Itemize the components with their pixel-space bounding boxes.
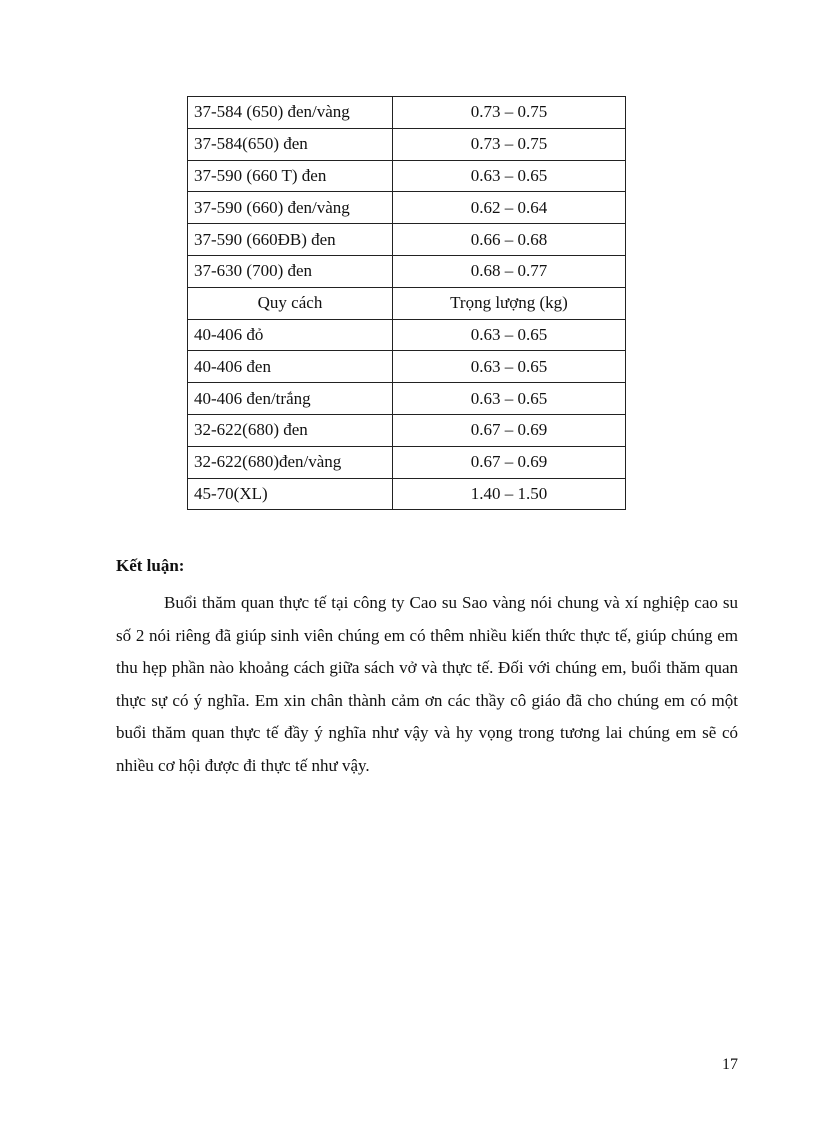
spec-cell: 37-630 (700) đen bbox=[188, 255, 393, 287]
spec-cell: 45-70(XL) bbox=[188, 478, 393, 510]
table-row bbox=[188, 192, 626, 224]
column-header-spec: Quy cách bbox=[188, 287, 393, 319]
spec-cell: 37-584 (650) đen/vàng bbox=[188, 97, 393, 129]
weight-cell: 0.63 – 0.65 bbox=[393, 319, 626, 351]
weight-cell: 0.62 – 0.64 bbox=[393, 192, 626, 224]
spec-cell: 32-622(680) đen bbox=[188, 414, 393, 446]
weight-cell: 0.73 – 0.75 bbox=[393, 97, 626, 129]
page-number: 17 bbox=[722, 1056, 738, 1073]
table-row bbox=[188, 128, 626, 160]
table-row bbox=[188, 255, 626, 287]
table-row bbox=[188, 224, 626, 256]
conclusion-heading: Kết luận: bbox=[116, 556, 185, 575]
spec-cell: 32-622(680)đen/vàng bbox=[188, 446, 393, 478]
spec-cell: 37-590 (660) đen/vàng bbox=[188, 192, 393, 224]
table-row bbox=[188, 383, 626, 415]
column-header-weight: Trọng lượng (kg) bbox=[393, 287, 626, 319]
weight-cell: 0.63 – 0.65 bbox=[393, 160, 626, 192]
weight-cell: 0.66 – 0.68 bbox=[393, 224, 626, 256]
weight-cell: 0.73 – 0.75 bbox=[393, 128, 626, 160]
spec-cell: 37-590 (660 T) đen bbox=[188, 160, 393, 192]
table-header-row bbox=[188, 287, 626, 319]
spec-cell: 40-406 đen/trắng bbox=[188, 383, 393, 415]
table-row bbox=[188, 319, 626, 351]
table-row bbox=[188, 97, 626, 129]
weight-cell: 0.63 – 0.65 bbox=[393, 383, 626, 415]
table-row bbox=[188, 478, 626, 510]
table-row bbox=[188, 446, 626, 478]
spec-weight-table bbox=[187, 96, 626, 510]
spec-cell: 37-590 (660ĐB) đen bbox=[188, 224, 393, 256]
weight-cell: 0.68 – 0.77 bbox=[393, 255, 626, 287]
table-row bbox=[188, 414, 626, 446]
weight-cell: 0.67 – 0.69 bbox=[393, 446, 626, 478]
spec-cell: 37-584(650) đen bbox=[188, 128, 393, 160]
table-row bbox=[188, 351, 626, 383]
weight-cell: 0.63 – 0.65 bbox=[393, 351, 626, 383]
weight-cell: 0.67 – 0.69 bbox=[393, 414, 626, 446]
conclusion-paragraph: Buổi thăm quan thực tế tại công ty Cao su Sao vàng nói chung và xí nghiệp cao su số 2 nói riêng đã giúp sinh viên chúng em có thêm nhiều kiến thức thực tế, giúp chúng em thu hẹp phần nào khoảng cách giữa sách vở và thực tế. Đối với chúng em, buổi thăm quan thực sự có ý nghĩa. Em xin chân thành cảm ơn các thầy cô giáo đã cho chúng em có một buổi thăm quan thực tế đầy ý nghĩa như vậy và hy vọng trong tương lai chúng em sẽ có nhiều cơ hội được đi thực tế như vậy. bbox=[116, 593, 738, 775]
spec-cell: 40-406 đen bbox=[188, 351, 393, 383]
weight-cell: 1.40 – 1.50 bbox=[393, 478, 626, 510]
spec-cell: 40-406 đỏ bbox=[188, 319, 393, 351]
table-row bbox=[188, 160, 626, 192]
